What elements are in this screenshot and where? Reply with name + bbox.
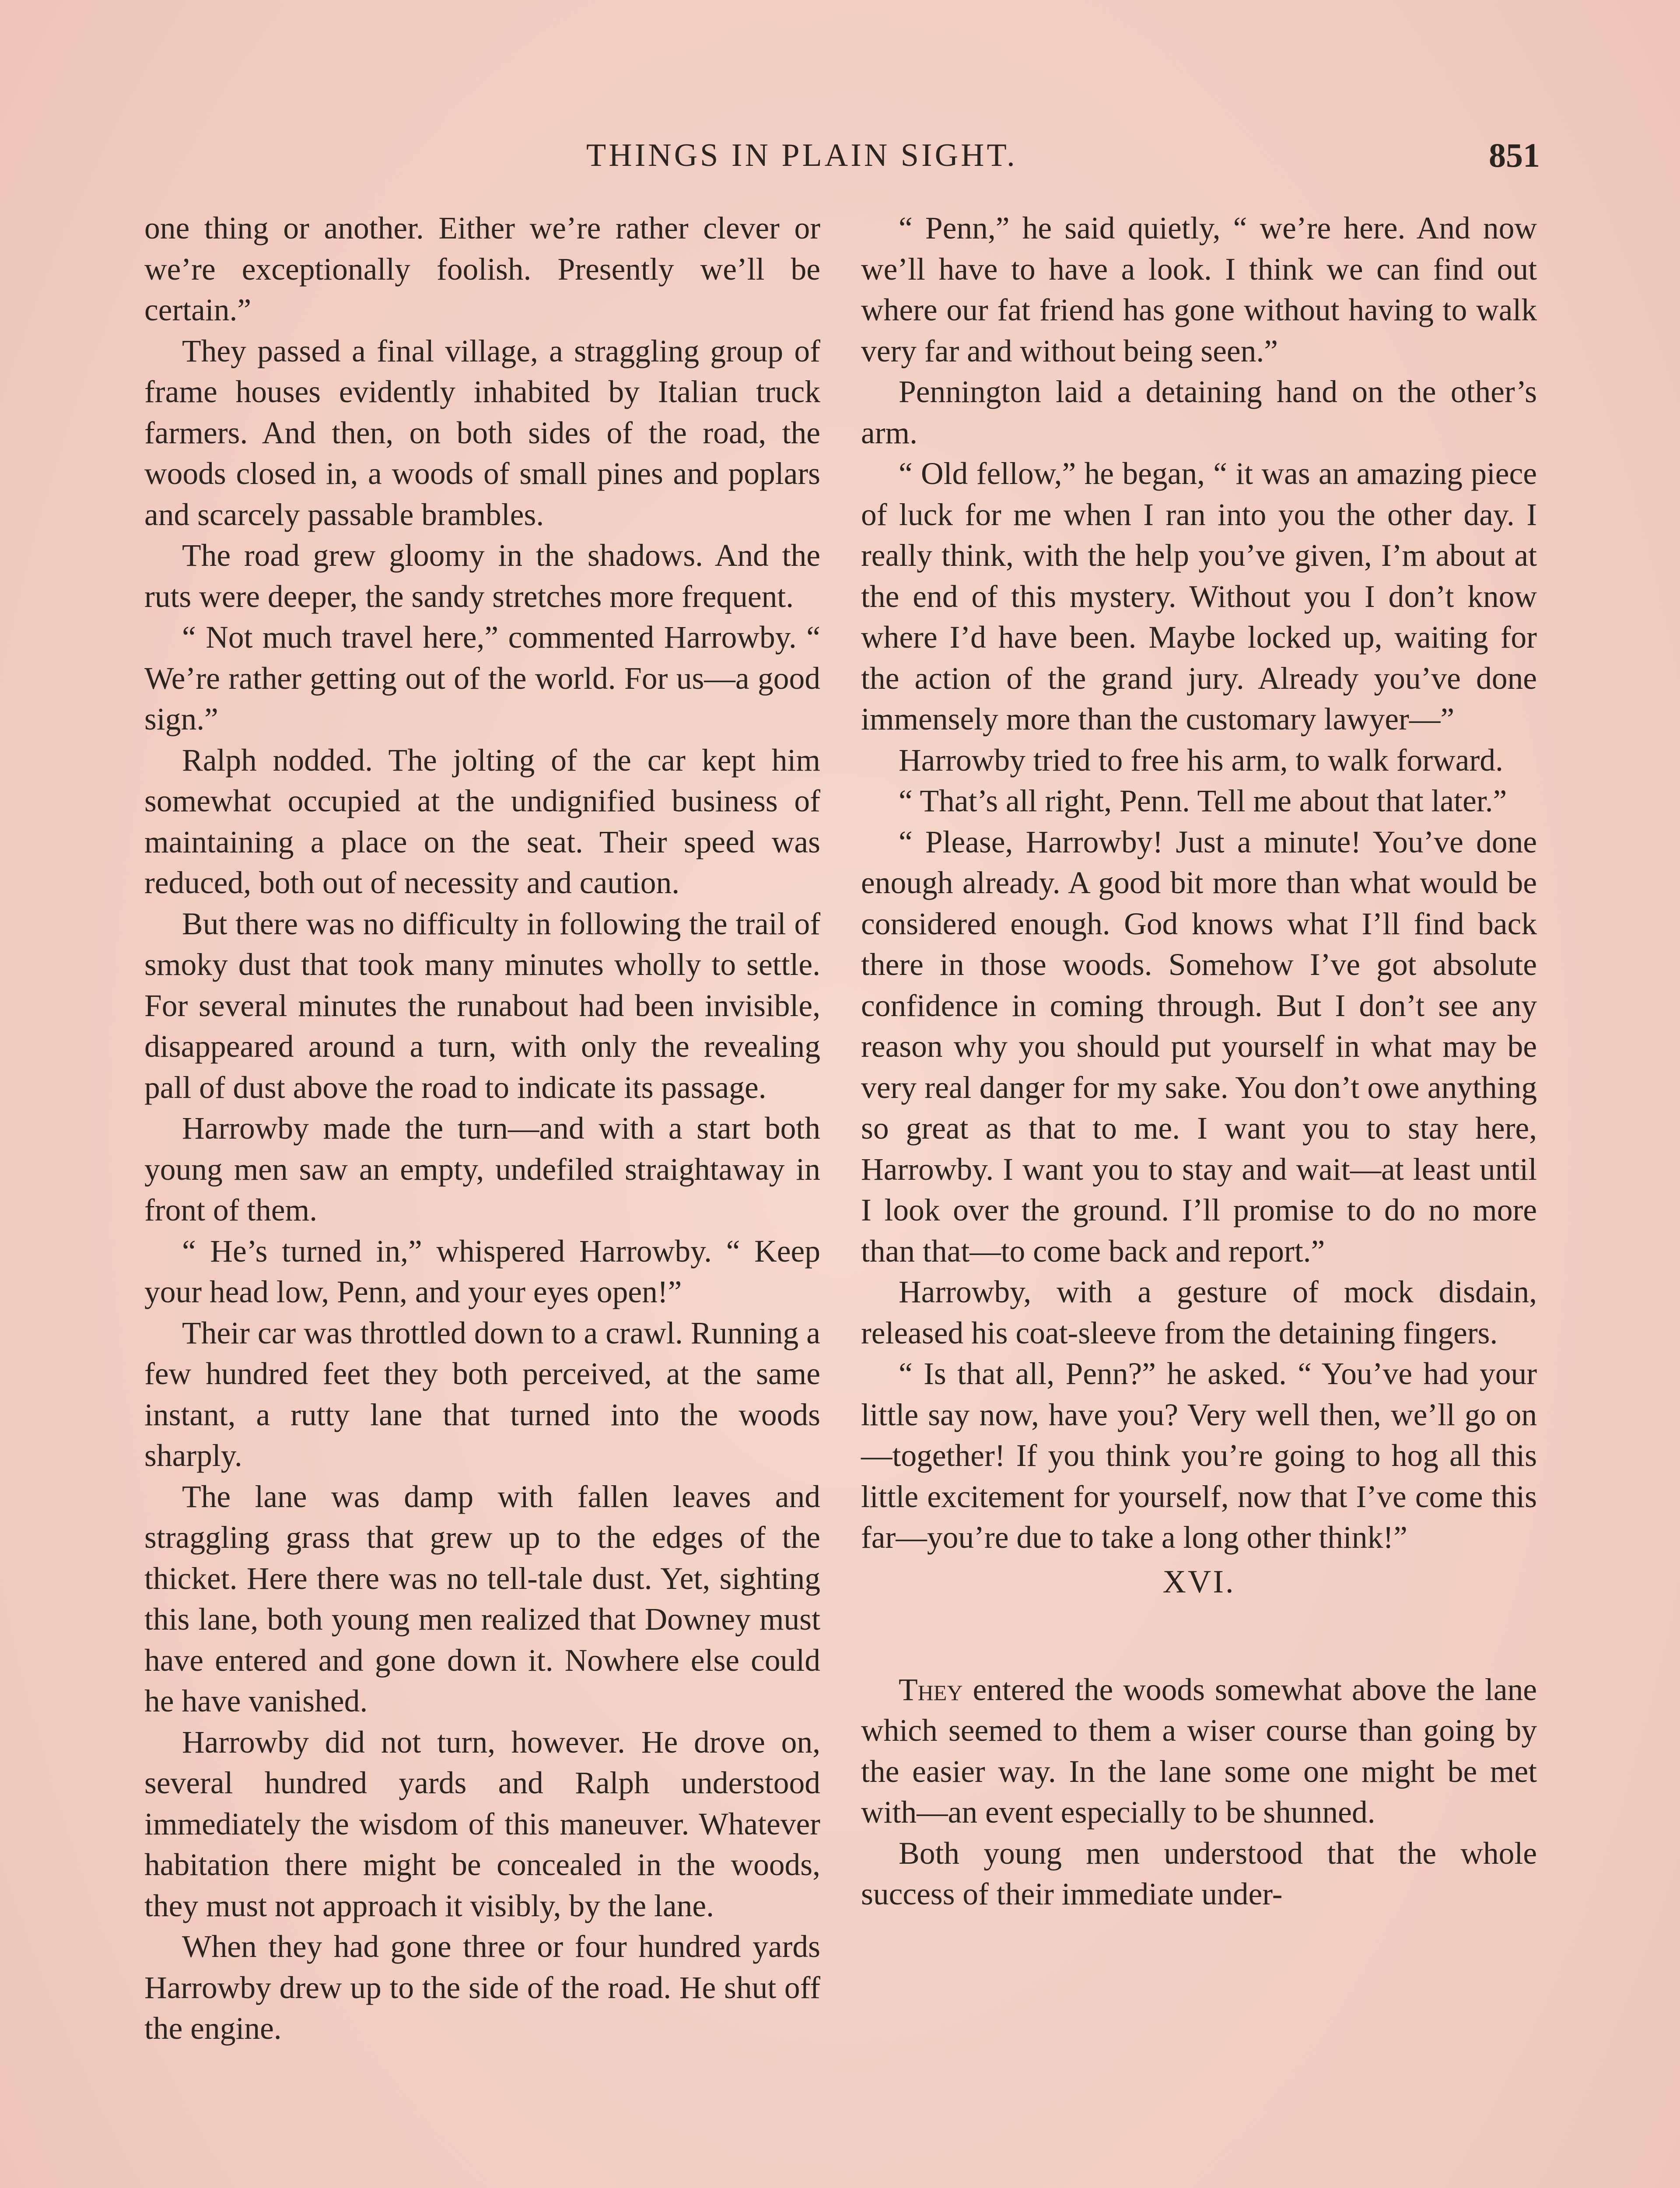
paragraph: They passed a final village, a straggling group of frame houses evidently inhabited by Italian truck farmers. And then, on both sides of the road, the woods closed in, a woods of small pines and poplars and scarcely passable brambles. (144, 333, 820, 532)
paragraph: “ Old fellow,” he began, “ it was an amazing piece of luck for me when I ran into you the other day. I really think, with the help you’ve given, I’m about at the end of this mystery. Without you I don’t know where I’d have been. Maybe locked up, waiting for the action of the grand jury. Already you’ve done immensely more than the customary lawyer—” (861, 456, 1537, 736)
paragraph: The lane was damp with fallen leaves and straggling grass that grew up to the edges of the thicket. Here there was no tell-tale dust. Yet, sighting this lane, both young men realized that Downey must have entered and gone down it. Nowhere else could he have vanished. (144, 1479, 820, 1718)
paragraph: “ Is that all, Penn?” he asked. “ You’ve had your little say now, have you? Very well then, we’ll go on—together! If you think you’re going to hog all this little excitement for yourself, now that I’ve come this far—you’re due to take a long other think!” (861, 1357, 1537, 1555)
chapter-opening-word: They (899, 1672, 963, 1707)
page-header (144, 133, 1540, 182)
page-number: 851 (1489, 136, 1540, 174)
right-column (861, 208, 1537, 1915)
paragraph: But there was no difficulty in following the trail of smoky dust that took many minutes wholly to settle. For several minutes the runabout had been invisible, disappeared around a turn, with only the revealing pall of dust above the road to indicate its passage. (144, 906, 820, 1105)
paragraph: “ Penn,” he said quietly, “ we’re here. And now we’ll have to have a look. I think we can find out where our fat friend has gone without having to walk very far and without being seen.” (861, 211, 1537, 368)
paragraph: one thing or another. Either we’re rather clever or we’re exceptionally foolish. Presently we’ll be certain.” (144, 211, 820, 327)
chapter-opening-paragraph (861, 1669, 1537, 1833)
paragraph: The road grew gloomy in the shadows. And the ruts were deeper, the sandy stretches more frequent. (144, 538, 820, 614)
paragraph: When they had gone three or four hundred yards Harrowby drew up to the side of the road. He shut off the engine. (144, 1929, 820, 2046)
paragraph: Harrowby tried to free his arm, to walk forward. (899, 743, 1503, 778)
paragraph: Their car was throttled down to a crawl. Running a few hundred feet they both perceived, at the same instant, a rutty lane that turned into the woods sharply. (144, 1315, 820, 1473)
paragraph: Pennington laid a detaining hand on the other’s arm. (861, 375, 1537, 450)
paragraph: “ Not much travel here,” commented Harrowby. “ We’re rather getting out of the world. For us—a good sign.” (144, 620, 820, 736)
paragraph: “ That’s all right, Penn. Tell me about that later.” (899, 784, 1507, 818)
paragraph: “ Please, Harrowby! Just a minute! You’ve done enough already. A good bit more than what would be considered enough. God knows what I’ll find back there in those woods. Somehow I’ve got absolute confidence in coming through. But I don’t see any reason why you should put yourself in what may be very real danger for my sake. You don’t owe anything so great as that to me. I want you to stay here, Harrowby. I want you to stay and wait—at least until I look over the ground. I’ll promise to do no more than that—to come back and report.” (861, 824, 1537, 1269)
paragraph: “ He’s turned in,” whispered Harrowby. “ Keep your head low, Penn, and your eyes open!” (144, 1234, 820, 1309)
chapter-opening-text: entered the woods somewhat above the lane which seemed to them a wiser course than going by the easier way. In the lane some one might be met with—an event especially to be shunned. (861, 1672, 1537, 1830)
paragraph: Harrowby did not turn, however. He drove on, several hundred yards and Ralph understood immediately the wisdom of this maneuver. Whatever habitation there might be concealed in the woods, they must not approach it visibly, by the lane. (144, 1725, 820, 1923)
paragraph: Harrowby made the turn—and with a start both young men saw an empty, undefiled straightaway in front of them. (144, 1111, 820, 1227)
left-column (144, 208, 820, 2049)
paragraph: Ralph nodded. The jolting of the car kept him somewhat occupied at the undignified business of maintaining a place on the seat. Their speed was reduced, both out of necessity and caution. (144, 743, 820, 900)
chapter-heading: XVI. (1162, 1564, 1236, 1600)
paragraph: Harrowby, with a gesture of mock disdain, released his coat-sleeve from the detaining fingers. (861, 1275, 1537, 1350)
running-title: THINGS IN PLAIN SIGHT. (586, 137, 1018, 173)
paragraph: Both young men understood that the whole success of their immediate under- (861, 1836, 1537, 1911)
